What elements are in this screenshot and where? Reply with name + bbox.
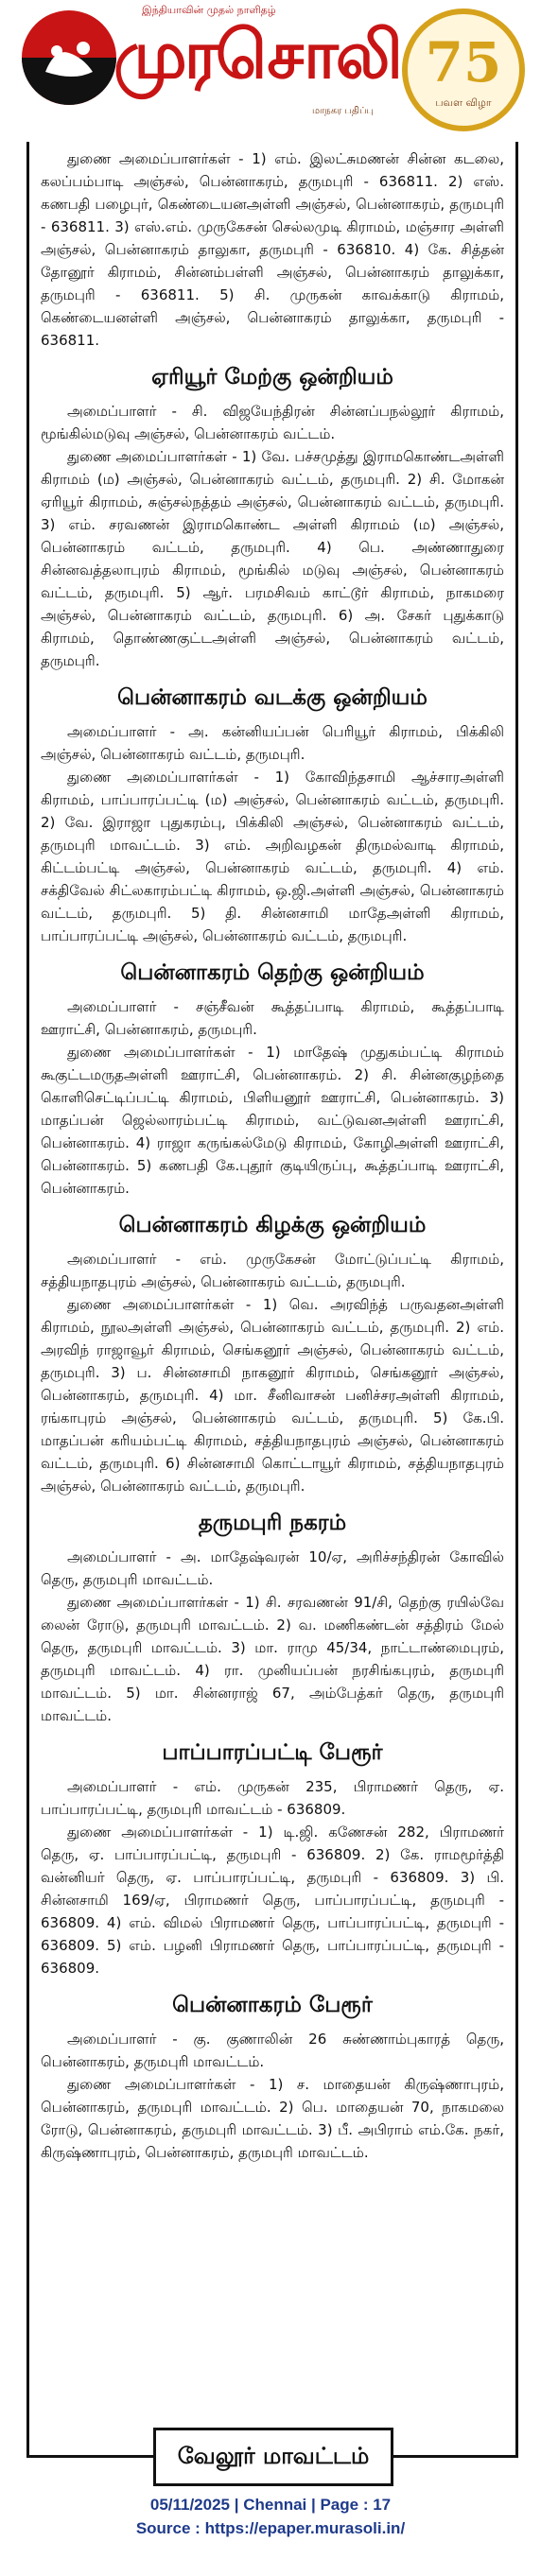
- section-paragraph: அமைப்பாளர் - எம். முருகன் 235, பிராமணர் தெரு, ஏ. பாப்பாரப்பட்டி, தருமபுரி மாவட்டம் - 636809.: [41, 1778, 504, 1818]
- section-paragraph: அமைப்பாளர் - சி. விஜயேந்திரன் சின்னப்பநல்லூர் கிராமம், மூங்கில்மடுவு அஞ்சல், பென்னாகரம் வட்டம்.: [41, 403, 504, 442]
- section-paragraph: துணை அமைப்பாளர்கள் - 1) டி.ஜி. கணேசன் 282, பிராமணர் தெரு, ஏ. பாப்பாரப்பட்டி, தருமபுரி - 636809. 2) கே. ராமமூர்த்தி வன்னியர் தெரு, ஏ. பாப்பாரப்பட்டி, தருமபுரி - 636809. 3) பி. சின்னசாமி 169/ஏ, பிராமணர் தெரு, பாப்பாரப்பட்டி, தருமபுரி - 636809. 4) எம். விமல் பிராமணர் தெரு, பாப்பாரப்பட்டி, தருமபுரி - 636809. 5) எம். பழனி பிராமணர் தெரு, பாப்பாரப்பட்டி, தருமபுரி - 636809.: [41, 1824, 504, 1977]
- section-paragraph: துணை அமைப்பாளர்கள் - 1) வே. பச்சமுத்து இராமகொண்டஅள்ளி கிராமம் (ம) அஞ்சல், பென்னாகரம் வட்டம், தருமபுரி. 2) சி. மோகன் ஏரியூர் கிராமம், சுஞ்சல்நத்தம் அஞ்சல், பென்னாகரம் வட்டம், தருமபுரி. 3) எம். சரவணன் இராமகொண்ட அள்ளி கிராமம் (ம) அஞ்சல், பென்னாகரம் வட்டம், தருமபுரி. 4) பெ. அண்ணாதுரை சின்னவத்தலாபுரம் கிராமம், மூங்கில் மடுவு அஞ்சல், பென்னாகரம் வட்டம், தருமபுரி. 5) ஆர். பரமசிவம் காட்டூர் கிராமம், நாகமரை அஞ்சல், பென்னாகரம் வட்டம், தருமபுரி. 6) அ. சேகர் புதுக்காடு கிராமம், தொண்ணகுட்டஅள்ளி அஞ்சல், பென்னாகரம் வட்டம், தருமபுரி.: [41, 448, 504, 669]
- section-title: ஏரியூர் மேற்கு ஒன்றியம்: [151, 365, 393, 389]
- section-title: பென்னாகரம் பேரூர்: [172, 1993, 373, 2017]
- edition-info: 05/11/2025 | Chennai | Page : 17: [149, 2496, 392, 2514]
- dmk-emblem-icon: [17, 6, 121, 110]
- section-paragraph: துணை அமைப்பாளர்கள் - 1) வெ. அரவிந்த் பருவதனஅள்ளி கிராமம், நூலஅள்ளி அஞ்சல், பென்னாகரம் வட்டம், தருமபுரி. 2) எம். அரவிந் ராஜாவூர் கிராமம், செங்கனூர் அஞ்சல், பென்னாகரம் வட்டம், தருமபுரி. 3) ப. சின்னசாமி நாகனூர் கிராமம், செங்கனூர் அஞ்சல், பென்னாகரம், தருமபுரி. 4) மா. சீனிவாசன் பனிச்சரஅள்ளி கிராமம், ரங்காபுரம் அஞ்சல், பென்னாகரம் வட்டம், தருமபுரி. 5) கே.பி. மாதப்பன் கரியம்பட்டி கிராமம், சத்தியநாதபுரம் அஞ்சல், பென்னாகரம் வட்டம், தருமபுரி. 6) சின்னசாமி கொட்டாயூர் கிராமம், சத்தியநாதபுரம் அஞ்சல், பென்னாகரம் வட்டம், தருமபுரி.: [41, 1296, 504, 1495]
- masthead-subtext: மாநகர பதிப்பு: [312, 106, 374, 116]
- section-title: பென்னாகரம் கிழக்கு ஒன்றியம்: [118, 1213, 427, 1237]
- section-paragraph: அமைப்பாளர் - அ. மாதேஷ்வரன் 10/ஏ, அரிச்சந்திரன் கோவில் தெரு, தருமபுரி மாவட்டம்.: [41, 1548, 504, 1588]
- section-title: பென்னாகரம் வடக்கு ஒன்றியம்: [117, 685, 428, 710]
- section-paragraph: துணை அமைப்பாளர்கள் - 1) மாதேஷ் முதுகம்பட்டி கிராமம் கூகுட்டமருதஅள்ளி ஊராட்சி, பென்னாகரம். 2) சி. சின்னகுழந்தை கொளிசெட்டிப்பட்டி கிராமம், பிளியனூர் ஊராட்சி, பென்னாகரம். 3) மாதப்பன் ஜெல்லாரம்பட்டி கிராமம், வட்டுவனஅள்ளி ஊராட்சி, பென்னாகரம். 4) ராஜா கருங்கல்மேடு கிராமம், கோழிஅள்ளி ஊராட்சி, பென்னாகரம். 5) கணபதி கே.புதூர் குடியிருப்பு, கூத்தப்பாடி ஊராட்சி, பென்னாகரம்.: [41, 1044, 504, 1197]
- section-paragraph: துணை அமைப்பாளர்கள் - 1) ச. மாதையன் கிருஷ்ணாபுரம், பென்னாகரம், தருமபுரி மாவட்டம். 2) பெ. மாதையன் 70, நாகமலை ரோடு, பென்னாகரம், தருமபுரி மாவட்டம். 3) பீ. அபிராம் எம்.கே. நகர், கிருஷ்ணாபுரம், பென்னாகரம், தருமபுரி மாவட்டம்.: [41, 2076, 504, 2161]
- section-paragraph: துணை அமைப்பாளர்கள் - 1) சி. சரவணன் 91/சி, தெற்கு ரயில்வே லைன் ரோடு, தருமபுரி மாவட்டம். 2) வ. மணிகண்டன் சத்திரம் மேல் தெரு, தருமபுரி மாவட்டம். 3) மா. ராமு 45/34, நாட்டாண்மைபுரம், தருமபுரி மாவட்டம். 4) ரா. முனியப்பன் நரசிங்கபுரம், தருமபுரி மாவட்டம். 5) மா. சின்னராஜ் 67, அம்பேத்கர் தெரு, தருமபுரி மாவட்டம்.: [41, 1594, 504, 1724]
- masthead-logo-text: முரசொலி: [113, 16, 400, 94]
- section-title: பாப்பாரப்பட்டி பேரூர்: [162, 1740, 383, 1765]
- section-title: பென்னாகரம் தெற்கு ஒன்றியம்: [120, 960, 425, 985]
- section-paragraph: அமைப்பாளர் - சஞ்சீவன் கூத்தப்பாடி கிராமம், கூத்தப்பாடி ஊராட்சி, பென்னாகரம், தருமபுரி.: [41, 998, 504, 1038]
- section-paragraph: அமைப்பாளர் - கு. குணாலின் 26 சுண்ணாம்புகாரத் தெரு, பென்னாகரம், தருமபுரி மாவட்டம்.: [41, 2031, 504, 2070]
- article-column: [26, 142, 518, 2458]
- section-paragraph: துணை அமைப்பாளர்கள் - 1) கோவிந்தசாமி ஆச்சாரஅள்ளி கிராமம், பாப்பாரப்பட்டி (ம) அஞ்சல், பென்னாகரம் வட்டம், தருமபுரி. 2) வே. இராஜா புதுகரம்பு, பிக்கிலி அஞ்சல், பென்னாகரம் வட்டம், தருமபுரி மாவட்டம். 3) எம். அறிவழகன் திருமல்வாடி கிராமம், கிட்டம்பட்டி அஞ்சல், பென்னாகரம் வட்டம், தருமபுரி. 4) எம். சக்திவேல் சிட்லகாரம்பட்டி கிராமம், ஒ.ஜி.அள்ளி அஞ்சல், பென்னாகரம் வட்டம், தருமபுரி. 5) தி. சின்னசாமி மாதேஅள்ளி கிராமம், பாப்பாரப்பட்டி அஞ்சல், பென்னாகரம் வட்டம், தருமபுரி.: [41, 769, 504, 944]
- source-link[interactable]: Source : https://epaper.murasoli.in/: [135, 2519, 406, 2537]
- jubilee-number: 75: [425, 30, 502, 95]
- jubilee-75-badge-icon: [397, 4, 530, 136]
- section-paragraph: அமைப்பாளர் - எம். முருகேசன் மோட்டுப்பட்டி கிராமம், சத்தியநாதபுரம் அஞ்சல், பென்னாகரம் வட்டம், தருமபுரி.: [41, 1251, 504, 1290]
- section-paragraph: அமைப்பாளர் - அ. கன்னியப்பன் பெரியூர் கிராமம், பிக்கிலி அஞ்சல், பென்னாகரம் வட்டம், தருமபுரி.: [41, 723, 504, 763]
- masthead-tagline: இந்தியாவின் முதல் நாளிதழ்: [142, 4, 276, 16]
- jubilee-word: பவள விழா: [435, 96, 492, 109]
- masthead: [0, 0, 541, 142]
- next-district-heading: வேலூர் மாவட்டம்: [153, 2428, 393, 2486]
- section-title: தருமபுரி நகரம்: [198, 1511, 347, 1535]
- intro-paragraph: துணை அமைப்பாளர்கள் - 1) எம். இலட்சுமணன் சின்ன கடலை, கலப்பம்பாடி அஞ்சல், பென்னாகரம், தருமபுரி - 636811. 2) எஸ். கணபதி பழைபுர், கெண்டையனஅள்ளி அஞ்சல், பென்னாகரம், தருமபுரி - 636811. 3) எஸ்.எம். முருகேசன் செல்லமுடி கிராமம், மஞ்சார அள்ளி அஞ்சல், பென்னாகரம் தாலுகா, தருமபுரி - 636810. 4) கே. சித்தன் தோனூர் கிராமம், சின்னம்பள்ளி அஞ்சல், பென்னாகரம் தாலுக்கா, தருமபுரி - 636811. 5) சி. முருகன் காவக்காடு கிராமம், கெண்டையனள்ளி அஞ்சல், பென்னாகரம் தாலுக்கா, தருமபுரி - 636811.: [41, 150, 504, 349]
